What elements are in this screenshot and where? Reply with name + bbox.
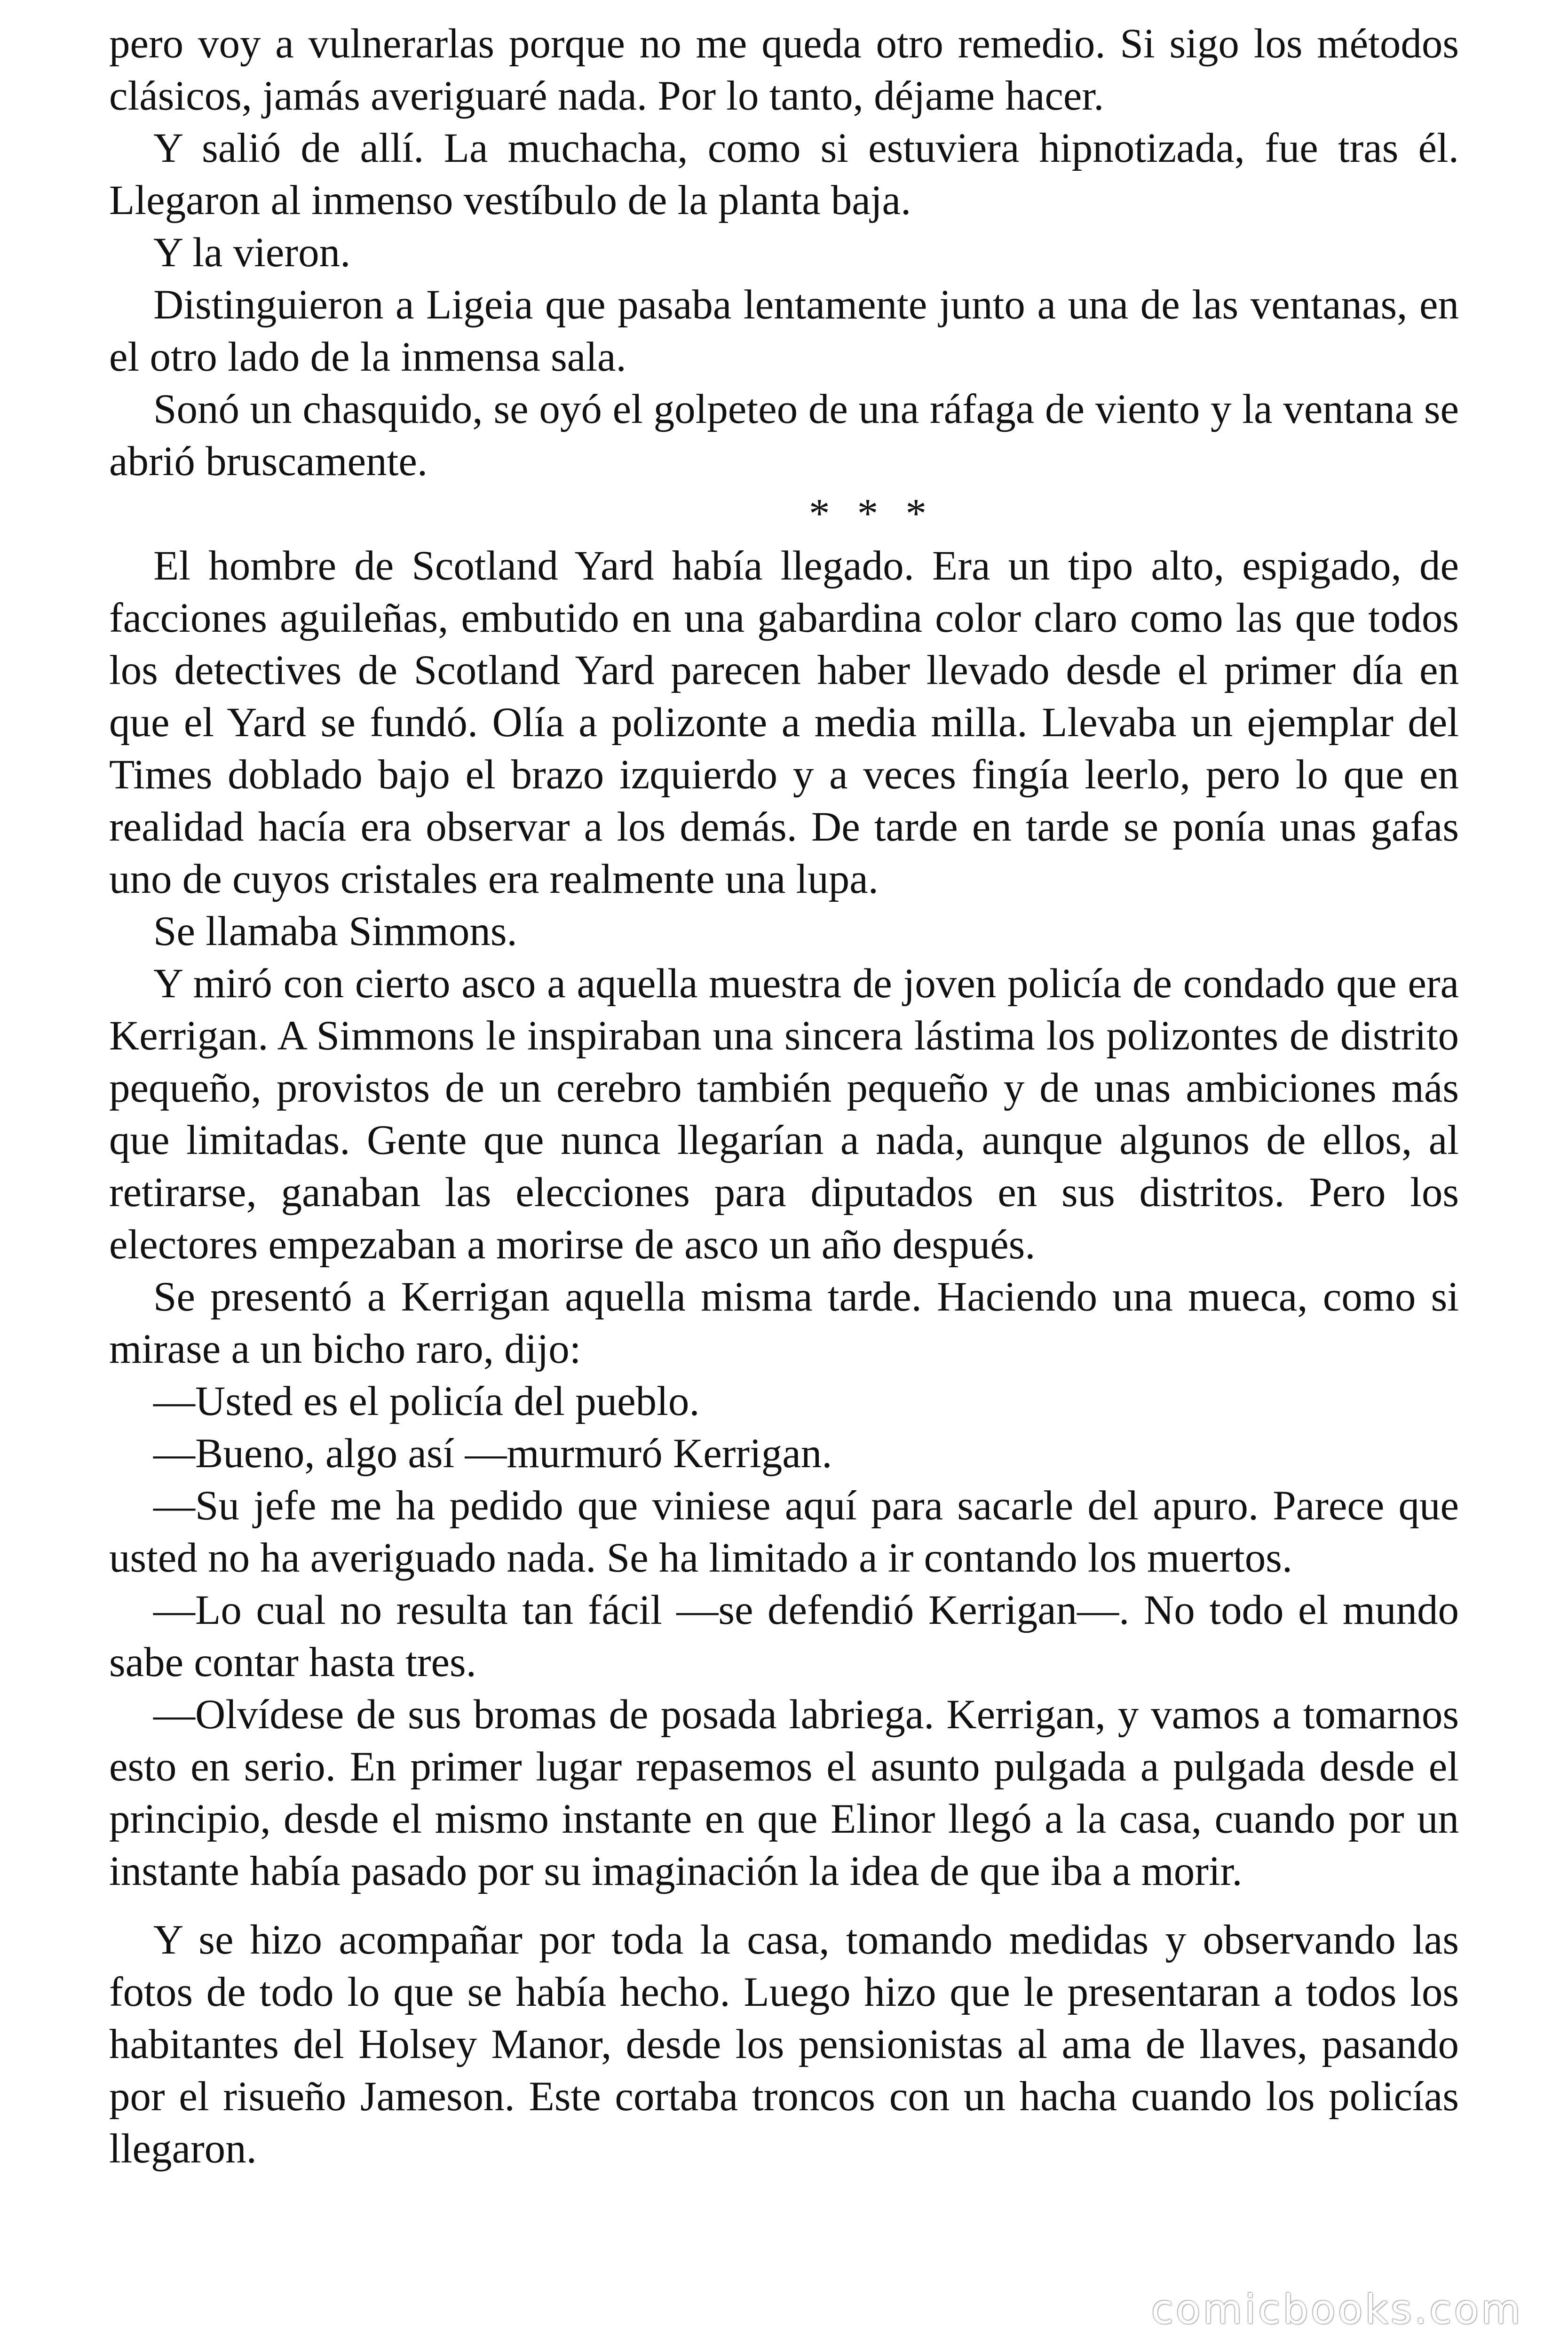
paragraph: Sonó un chasquido, se oyó el golpeteo de una ráfaga de viento y la ventana se abrió bruscamente.	[109, 386, 1459, 485]
paragraph: Distinguieron a Ligeia que pasaba lentamente junto a una de las ventanas, en el otro lado de la inmensa sala.	[109, 282, 1459, 380]
paragraph: Y la vieron.	[153, 230, 351, 276]
dialogue-line: —Usted es el policía del pueblo.	[153, 1378, 700, 1424]
section-separator: * * *	[809, 491, 935, 537]
paragraph: Y se hizo acompañar por toda la casa, tomando medidas y observando las fotos de todo lo que se había hecho. Luego hizo que le presentaran a todos los habitantes del Holsey Manor, desde los pensionistas al ama de llaves, pasando por el risueño Jameson. Este cortaba troncos con un hacha cuando los policías llegaron.	[109, 1917, 1459, 2172]
dialogue-line: —Olvídese de sus bromas de posada labriega. Kerrigan, y vamos a tomarnos esto en serio. En primer lugar repasemos el asunto pulgada a pulgada desde el principio, desde el mismo instante en que Elinor llegó a la casa, cuando por un instante había pasado por su imaginación la idea de que iba a morir.	[109, 1692, 1459, 1894]
dialogue-line: —Bueno, algo así —murmuró Kerrigan.	[153, 1430, 832, 1477]
paragraph: Y salió de allí. La muchacha, como si estuviera hipnotizada, fue tras él. Llegaron al inmenso vestíbulo de la planta baja.	[109, 125, 1459, 223]
paragraph: Y miró con cierto asco a aquella muestra de joven policía de condado que era Kerrigan. A Simmons le inspiraban una sincera lástima los polizontes de distrito pequeño, provistos de un cerebro también pequeño y de unas ambiciones más que limitadas. Gente que nunca llegarían a nada, aunque algunos de ellos, al retirarse, ganaban las elecciones para diputados en sus distritos. Pero los electores empezaban a morirse de asco un año después.	[109, 961, 1459, 1268]
paragraph: El hombre de Scotland Yard había llegado. Era un tipo alto, espigado, de facciones aguileñas, embutido en una gabardina color claro como las que todos los detectives de Scotland Yard parecen haber llevado desde el primer día en que el Yard se fundó. Olía a polizonte a media milla. Llevaba un ejemplar del Times doblado bajo el brazo izquierdo y a veces fingía leerlo, pero lo que en realidad hacía era observar a los demás. De tarde en tarde se ponía unas gafas uno de cuyos cristales era realmente una lupa.	[109, 543, 1459, 902]
paragraph: Se llamaba Simmons.	[153, 908, 517, 954]
watermark-logo: comicbooks.com	[1151, 2286, 1523, 2333]
paragraph: pero voy a vulnerarlas porque no me queda otro remedio. Si sigo los métodos clásicos, jamás averiguaré nada. Por lo tanto, déjame hacer.	[109, 21, 1459, 119]
book-page	[109, 18, 1459, 2175]
paragraph: Se presentó a Kerrigan aquella misma tarde. Haciendo una mueca, como si mirase a un bicho raro, dijo:	[109, 1274, 1459, 1372]
dialogue-line: —Su jefe me ha pedido que viniese aquí para sacarle del apuro. Parece que usted no ha averiguado nada. Se ha limitado a ir contando los muertos.	[109, 1483, 1459, 1581]
dialogue-line: —Lo cual no resulta tan fácil —se defendió Kerrigan—. No todo el mundo sabe contar hasta tres.	[109, 1587, 1459, 1685]
